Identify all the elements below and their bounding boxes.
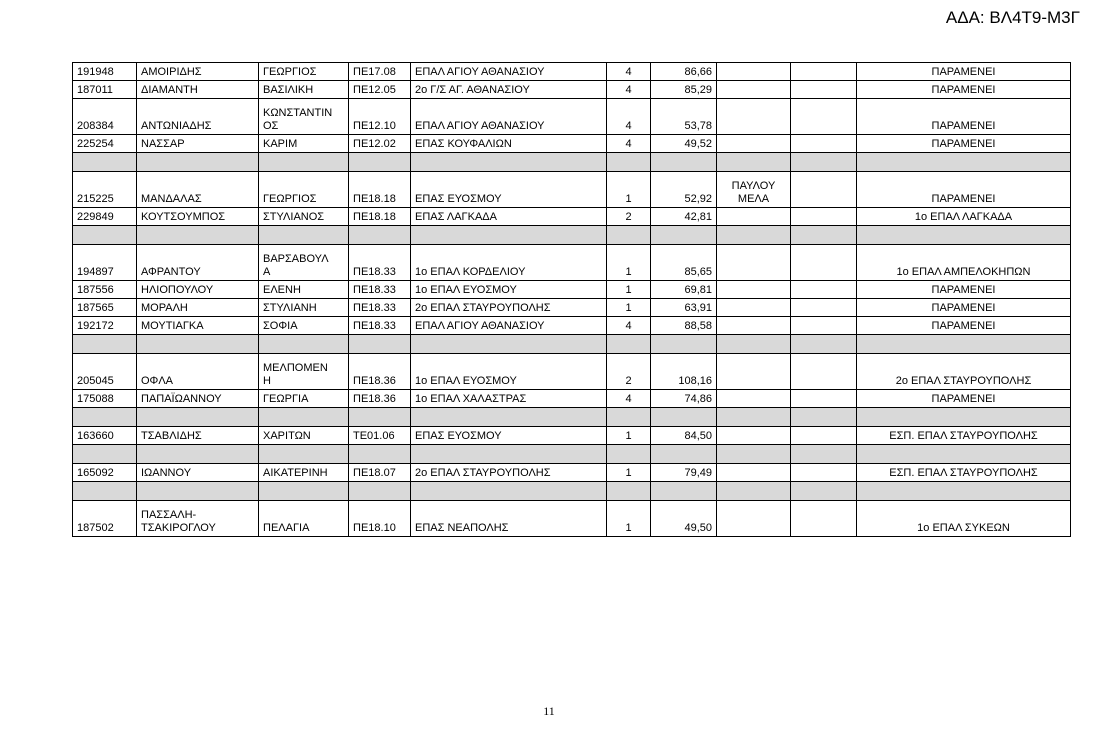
separator-cell — [411, 226, 607, 245]
cell-extra — [717, 63, 791, 81]
separator-row — [73, 335, 1071, 354]
cell-school: 1ο ΕΠΑΛ ΧΑΛΑΣΤΡΑΣ — [411, 390, 607, 408]
separator-cell — [73, 335, 137, 354]
separator-cell — [73, 153, 137, 172]
cell-empty — [791, 99, 857, 135]
table-row — [73, 81, 1071, 99]
cell-first-name: ΒΑΣΙΛΙΚΗ — [259, 81, 349, 99]
cell-empty — [791, 281, 857, 299]
cell-id: 163660 — [73, 427, 137, 445]
separator-row — [73, 226, 1071, 245]
cell-id: 215225 — [73, 172, 137, 208]
cell-result: ΠΑΡΑΜΕΝΕΙ — [857, 99, 1071, 135]
cell-first-name: ΑΙΚΑΤΕΡΙΝΗ — [259, 464, 349, 482]
cell-empty — [791, 390, 857, 408]
cell-school: ΕΠΑΣ ΛΑΓΚΑΔΑ — [411, 208, 607, 226]
separator-cell — [411, 335, 607, 354]
separator-cell — [651, 153, 717, 172]
separator-cell — [411, 153, 607, 172]
cell-result: ΠΑΡΑΜΕΝΕΙ — [857, 281, 1071, 299]
cell-first-name: ΓΕΩΡΓΙΟΣ — [259, 63, 349, 81]
table-row — [73, 299, 1071, 317]
cell-school: 1ο ΕΠΑΛ ΕΥΟΣΜΟΥ — [411, 281, 607, 299]
separator-cell — [137, 408, 259, 427]
cell-count: 1 — [607, 464, 651, 482]
cell-school: 2ο ΕΠΑΛ ΣΤΑΥΡΟΥΠΟΛΗΣ — [411, 464, 607, 482]
cell-surname: ΠΑΣΣΑΛΗ- ΤΣΑΚΙΡΟΓΛΟΥ — [137, 501, 259, 537]
table-body — [73, 63, 1071, 537]
cell-empty — [791, 208, 857, 226]
cell-id: 194897 — [73, 245, 137, 281]
separator-cell — [717, 408, 791, 427]
cell-extra — [717, 427, 791, 445]
cell-extra: ΠΑΥΛΟΥ ΜΕΛΑ — [717, 172, 791, 208]
cell-empty — [791, 63, 857, 81]
cell-surname: ΤΣΑΒΛΙΔΗΣ — [137, 427, 259, 445]
cell-extra — [717, 99, 791, 135]
cell-specialty: ΠΕ18.36 — [349, 390, 411, 408]
cell-school: ΕΠΑΛ ΑΓΙΟΥ ΑΘΑΝΑΣΙΟΥ — [411, 99, 607, 135]
separator-cell — [717, 445, 791, 464]
separator-cell — [137, 226, 259, 245]
cell-specialty: ΠΕ18.18 — [349, 208, 411, 226]
cell-id: 225254 — [73, 135, 137, 153]
cell-specialty: ΠΕ17.08 — [349, 63, 411, 81]
cell-count: 2 — [607, 354, 651, 390]
separator-cell — [651, 482, 717, 501]
cell-id: 192172 — [73, 317, 137, 335]
cell-count: 1 — [607, 427, 651, 445]
separator-cell — [137, 335, 259, 354]
cell-id: 187556 — [73, 281, 137, 299]
cell-count: 1 — [607, 281, 651, 299]
cell-first-name: ΜΕΛΠΟΜΕΝ Η — [259, 354, 349, 390]
cell-empty — [791, 427, 857, 445]
cell-score: 69,81 — [651, 281, 717, 299]
separator-cell — [717, 153, 791, 172]
separator-cell — [857, 482, 1071, 501]
cell-id: 205045 — [73, 354, 137, 390]
separator-row — [73, 153, 1071, 172]
cell-empty — [791, 172, 857, 208]
separator-cell — [349, 153, 411, 172]
separator-cell — [607, 226, 651, 245]
cell-surname: ΜΟΥΤΙΑΓΚΑ — [137, 317, 259, 335]
cell-count: 4 — [607, 135, 651, 153]
separator-cell — [857, 226, 1071, 245]
cell-count: 4 — [607, 390, 651, 408]
separator-row — [73, 408, 1071, 427]
separator-cell — [857, 445, 1071, 464]
separator-cell — [73, 445, 137, 464]
table-row — [73, 354, 1071, 390]
separator-cell — [791, 445, 857, 464]
cell-school: ΕΠΑΣ ΕΥΟΣΜΟΥ — [411, 427, 607, 445]
cell-first-name: ΠΕΛΑΓΙΑ — [259, 501, 349, 537]
ada-code: ΑΔΑ: ΒΛ4Τ9-Μ3Γ — [945, 8, 1080, 27]
table-row — [73, 208, 1071, 226]
cell-first-name: ΓΕΩΡΓΙΟΣ — [259, 172, 349, 208]
table-row — [73, 172, 1071, 208]
cell-result: ΠΑΡΑΜΕΝΕΙ — [857, 135, 1071, 153]
cell-first-name: ΣΤΥΛΙΑΝΗ — [259, 299, 349, 317]
table-row — [73, 281, 1071, 299]
separator-cell — [73, 226, 137, 245]
cell-result: 2ο ΕΠΑΛ ΣΤΑΥΡΟΥΠΟΛΗΣ — [857, 354, 1071, 390]
cell-extra — [717, 135, 791, 153]
cell-result: ΕΣΠ. ΕΠΑΛ ΣΤΑΥΡΟΥΠΟΛΗΣ — [857, 427, 1071, 445]
cell-score: 74,86 — [651, 390, 717, 408]
cell-empty — [791, 81, 857, 99]
cell-score: 84,50 — [651, 427, 717, 445]
cell-extra — [717, 390, 791, 408]
cell-surname: ΑΦΡΑΝΤΟΥ — [137, 245, 259, 281]
separator-cell — [651, 335, 717, 354]
cell-specialty: ΠΕ18.33 — [349, 317, 411, 335]
separator-cell — [259, 408, 349, 427]
separator-cell — [349, 482, 411, 501]
separator-cell — [651, 226, 717, 245]
cell-empty — [791, 464, 857, 482]
cell-school: ΕΠΑΛ ΑΓΙΟΥ ΑΘΑΝΑΣΙΟΥ — [411, 317, 607, 335]
cell-result: ΕΣΠ. ΕΠΑΛ ΣΤΑΥΡΟΥΠΟΛΗΣ — [857, 464, 1071, 482]
cell-surname: ΜΟΡΑΛΗ — [137, 299, 259, 317]
separator-cell — [137, 445, 259, 464]
separator-cell — [137, 153, 259, 172]
separator-cell — [411, 408, 607, 427]
cell-score: 42,81 — [651, 208, 717, 226]
cell-score: 86,66 — [651, 63, 717, 81]
cell-surname: ΟΦΛΑ — [137, 354, 259, 390]
cell-empty — [791, 299, 857, 317]
table-row — [73, 427, 1071, 445]
cell-extra — [717, 208, 791, 226]
separator-cell — [259, 153, 349, 172]
separator-cell — [791, 153, 857, 172]
cell-count: 4 — [607, 99, 651, 135]
cell-score: 108,16 — [651, 354, 717, 390]
cell-school: ΕΠΑΣ ΕΥΟΣΜΟΥ — [411, 172, 607, 208]
cell-specialty: ΠΕ18.33 — [349, 299, 411, 317]
cell-count: 2 — [607, 208, 651, 226]
separator-cell — [607, 408, 651, 427]
cell-empty — [791, 354, 857, 390]
cell-result: ΠΑΡΑΜΕΝΕΙ — [857, 299, 1071, 317]
separator-cell — [857, 408, 1071, 427]
cell-id: 191948 — [73, 63, 137, 81]
separator-cell — [349, 408, 411, 427]
cell-score: 88,58 — [651, 317, 717, 335]
cell-extra — [717, 299, 791, 317]
table-row — [73, 501, 1071, 537]
cell-specialty: ΤΕ01.06 — [349, 427, 411, 445]
separator-cell — [717, 482, 791, 501]
separator-cell — [349, 335, 411, 354]
table-row — [73, 99, 1071, 135]
cell-count: 1 — [607, 245, 651, 281]
separator-row — [73, 445, 1071, 464]
cell-surname: ΗΛΙΟΠΟΥΛΟΥ — [137, 281, 259, 299]
cell-result: ΠΑΡΑΜΕΝΕΙ — [857, 63, 1071, 81]
cell-count: 4 — [607, 63, 651, 81]
separator-cell — [857, 335, 1071, 354]
cell-first-name: ΣΟΦΙΑ — [259, 317, 349, 335]
cell-school: 2ο Γ/Σ ΑΓ. ΑΘΑΝΑΣΙΟΥ — [411, 81, 607, 99]
cell-first-name: ΓΕΩΡΓΙΑ — [259, 390, 349, 408]
cell-surname: ΑΜΟΙΡΙΔΗΣ — [137, 63, 259, 81]
separator-cell — [717, 226, 791, 245]
cell-school: 1ο ΕΠΑΛ ΚΟΡΔΕΛΙΟΥ — [411, 245, 607, 281]
separator-cell — [607, 445, 651, 464]
cell-first-name: ΒΑΡΣΑΒΟΥΛ Α — [259, 245, 349, 281]
cell-extra — [717, 501, 791, 537]
separator-cell — [349, 445, 411, 464]
separator-cell — [259, 335, 349, 354]
cell-empty — [791, 501, 857, 537]
cell-count: 1 — [607, 299, 651, 317]
cell-school: ΕΠΑΛ ΑΓΙΟΥ ΑΘΑΝΑΣΙΟΥ — [411, 63, 607, 81]
table-row — [73, 245, 1071, 281]
cell-school: 1ο ΕΠΑΛ ΕΥΟΣΜΟΥ — [411, 354, 607, 390]
cell-extra — [717, 245, 791, 281]
cell-school: 2ο ΕΠΑΛ ΣΤΑΥΡΟΥΠΟΛΗΣ — [411, 299, 607, 317]
cell-surname: ΠΑΠΑΪΩΑΝΝΟΥ — [137, 390, 259, 408]
separator-cell — [137, 482, 259, 501]
separator-cell — [607, 153, 651, 172]
cell-extra — [717, 317, 791, 335]
table-row — [73, 135, 1071, 153]
cell-surname: ΜΑΝΔΑΛΑΣ — [137, 172, 259, 208]
cell-surname: ΝΑΣΣΑΡ — [137, 135, 259, 153]
cell-id: 208384 — [73, 99, 137, 135]
cell-score: 85,65 — [651, 245, 717, 281]
cell-id: 229849 — [73, 208, 137, 226]
cell-extra — [717, 354, 791, 390]
separator-cell — [791, 482, 857, 501]
cell-result: ΠΑΡΑΜΕΝΕΙ — [857, 81, 1071, 99]
cell-specialty: ΠΕ18.10 — [349, 501, 411, 537]
cell-specialty: ΠΕ18.36 — [349, 354, 411, 390]
cell-count: 1 — [607, 501, 651, 537]
separator-row — [73, 482, 1071, 501]
cell-id: 187011 — [73, 81, 137, 99]
cell-specialty: ΠΕ18.07 — [349, 464, 411, 482]
cell-result: ΠΑΡΑΜΕΝΕΙ — [857, 172, 1071, 208]
separator-cell — [73, 408, 137, 427]
cell-score: 85,29 — [651, 81, 717, 99]
separator-cell — [651, 445, 717, 464]
cell-first-name: ΕΛΕΝΗ — [259, 281, 349, 299]
page-number: 11 — [543, 704, 555, 718]
cell-school: ΕΠΑΣ ΝΕΑΠΟΛΗΣ — [411, 501, 607, 537]
cell-id: 165092 — [73, 464, 137, 482]
cell-extra — [717, 281, 791, 299]
cell-id: 175088 — [73, 390, 137, 408]
transfer-table — [72, 62, 1071, 537]
separator-cell — [259, 482, 349, 501]
cell-surname: ΚΟΥΤΣΟΥΜΠΟΣ — [137, 208, 259, 226]
cell-count: 4 — [607, 317, 651, 335]
table-row — [73, 390, 1071, 408]
cell-result: 1ο ΕΠΑΛ ΣΥΚΕΩΝ — [857, 501, 1071, 537]
separator-cell — [857, 153, 1071, 172]
separator-cell — [717, 335, 791, 354]
table-row — [73, 464, 1071, 482]
separator-cell — [791, 408, 857, 427]
separator-cell — [411, 482, 607, 501]
separator-cell — [411, 445, 607, 464]
table-row — [73, 317, 1071, 335]
cell-first-name: ΚΑΡΙΜ — [259, 135, 349, 153]
cell-result: ΠΑΡΑΜΕΝΕΙ — [857, 317, 1071, 335]
separator-cell — [73, 482, 137, 501]
cell-specialty: ΠΕ12.10 — [349, 99, 411, 135]
cell-first-name: ΧΑΡΙΤΩΝ — [259, 427, 349, 445]
cell-score: 53,78 — [651, 99, 717, 135]
cell-score: 49,52 — [651, 135, 717, 153]
separator-cell — [791, 226, 857, 245]
cell-first-name: ΚΩΝΣΤΑΝΤΙΝ ΟΣ — [259, 99, 349, 135]
cell-result: 1ο ΕΠΑΛ ΛΑΓΚΑΔΑ — [857, 208, 1071, 226]
cell-surname: ΙΩΑΝΝΟΥ — [137, 464, 259, 482]
cell-specialty: ΠΕ18.18 — [349, 172, 411, 208]
cell-specialty: ΠΕ12.05 — [349, 81, 411, 99]
separator-cell — [651, 408, 717, 427]
cell-extra — [717, 464, 791, 482]
cell-specialty: ΠΕ12.02 — [349, 135, 411, 153]
separator-cell — [259, 445, 349, 464]
separator-cell — [349, 226, 411, 245]
cell-surname: ΑΝΤΩΝΙΑΔΗΣ — [137, 99, 259, 135]
cell-id: 187502 — [73, 501, 137, 537]
cell-empty — [791, 245, 857, 281]
cell-school: ΕΠΑΣ ΚΟΥΦΑΛΙΩΝ — [411, 135, 607, 153]
cell-score: 79,49 — [651, 464, 717, 482]
cell-count: 1 — [607, 172, 651, 208]
cell-score: 52,92 — [651, 172, 717, 208]
table-row — [73, 63, 1071, 81]
cell-result: 1ο ΕΠΑΛ ΑΜΠΕΛΟΚΗΠΩΝ — [857, 245, 1071, 281]
cell-id: 187565 — [73, 299, 137, 317]
cell-surname: ΔΙΑΜΑΝΤΗ — [137, 81, 259, 99]
cell-empty — [791, 317, 857, 335]
separator-cell — [259, 226, 349, 245]
separator-cell — [791, 335, 857, 354]
cell-first-name: ΣΤΥΛΙΑΝΟΣ — [259, 208, 349, 226]
cell-count: 4 — [607, 81, 651, 99]
cell-specialty: ΠΕ18.33 — [349, 281, 411, 299]
cell-extra — [717, 81, 791, 99]
cell-specialty: ΠΕ18.33 — [349, 245, 411, 281]
cell-empty — [791, 135, 857, 153]
cell-score: 63,91 — [651, 299, 717, 317]
separator-cell — [607, 335, 651, 354]
cell-result: ΠΑΡΑΜΕΝΕΙ — [857, 390, 1071, 408]
cell-score: 49,50 — [651, 501, 717, 537]
separator-cell — [607, 482, 651, 501]
